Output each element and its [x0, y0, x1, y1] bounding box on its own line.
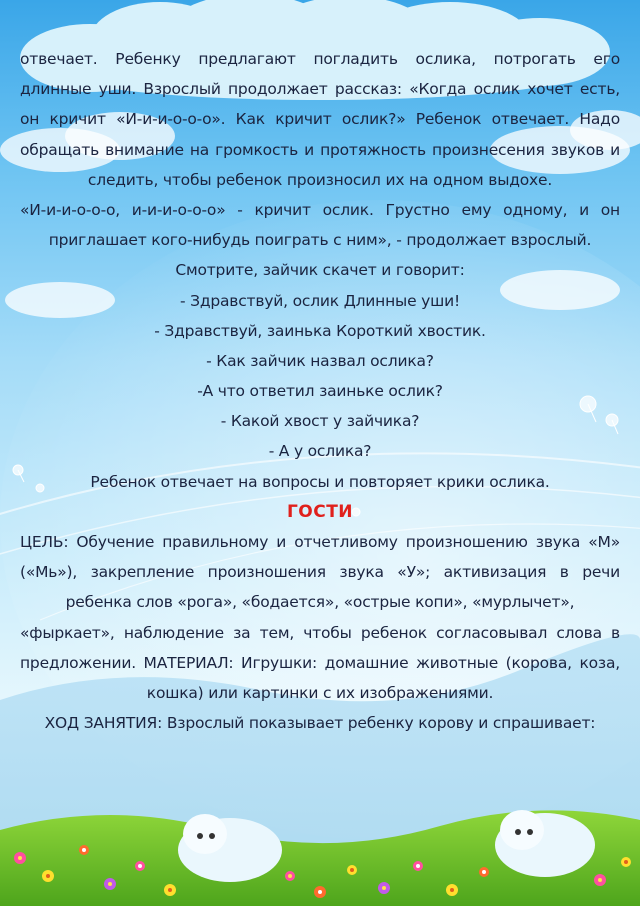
text-line: «И-и-и-о-о-о, и-и-и-о-о-о» - кричит ослик. Грустно ему одному, и он [20, 200, 620, 219]
dialogue-line: - Какой хвост у зайчика? [220, 412, 420, 431]
text-line: длинные уши. Взрослый продолжает рассказ: «Когда ослик хочет есть, [20, 80, 620, 99]
text-line: Ребенок отвечает на вопросы и повторяет крики ослика. [90, 472, 550, 491]
dialogue-line: - Здравствуй, ослик Длинные уши! [179, 291, 460, 310]
text-line: Смотрите, зайчик скачет и говорит: [175, 261, 465, 280]
dialogue-line: - Здравствуй, заинька Короткий хвостик. [154, 321, 486, 340]
text-line: обращать внимание на громкость и протяжность произнесения звуков и [20, 140, 620, 159]
text-line: ребенка слов «рога», «бодается», «острые копи», «мурлычет», [65, 593, 575, 612]
text-line: он кричит «И-и-и-о-о-о». Как кричит ослик?» Ребенок отвечает. Надо [20, 110, 620, 129]
text-line: следить, чтобы ребенок произносил их на одном выдохе. [87, 170, 553, 189]
dialogue-line: - А у ослика? [268, 442, 372, 461]
text-line: («Мь»), закрепление произношения звука «У»; активизация в речи [20, 563, 620, 582]
text-line: кошка) или картинки с их изображениями. [146, 683, 494, 702]
text-line: предложении. МАТЕРИАЛ: Игрушки: домашние животные (корова, коза, [20, 653, 620, 672]
dialogue-line: - Как зайчик назвал ослика? [206, 351, 434, 370]
text-line: «фыркает», наблюдение за тем, чтобы ребенок согласовывал слова в [20, 623, 620, 642]
text-block [20, 44, 620, 738]
text-line: ЦЕЛЬ: Обучение правильному и отчетливому произношению звука «М» [20, 533, 620, 551]
text-line: отвечает. Ребенку предлагают погладить ослика, потрогать его [20, 50, 620, 68]
section-heading: ГОСТИ [286, 501, 354, 522]
text-line: приглашает кого-нибудь поиграть с ним», - продолжает взрослый. [48, 231, 592, 250]
dialogue-line: -А что ответил заиньке ослик? [197, 382, 443, 401]
text-line: ХОД ЗАНЯТИЯ: Взрослый показывает ребенку корову и спрашивает: [44, 714, 596, 733]
